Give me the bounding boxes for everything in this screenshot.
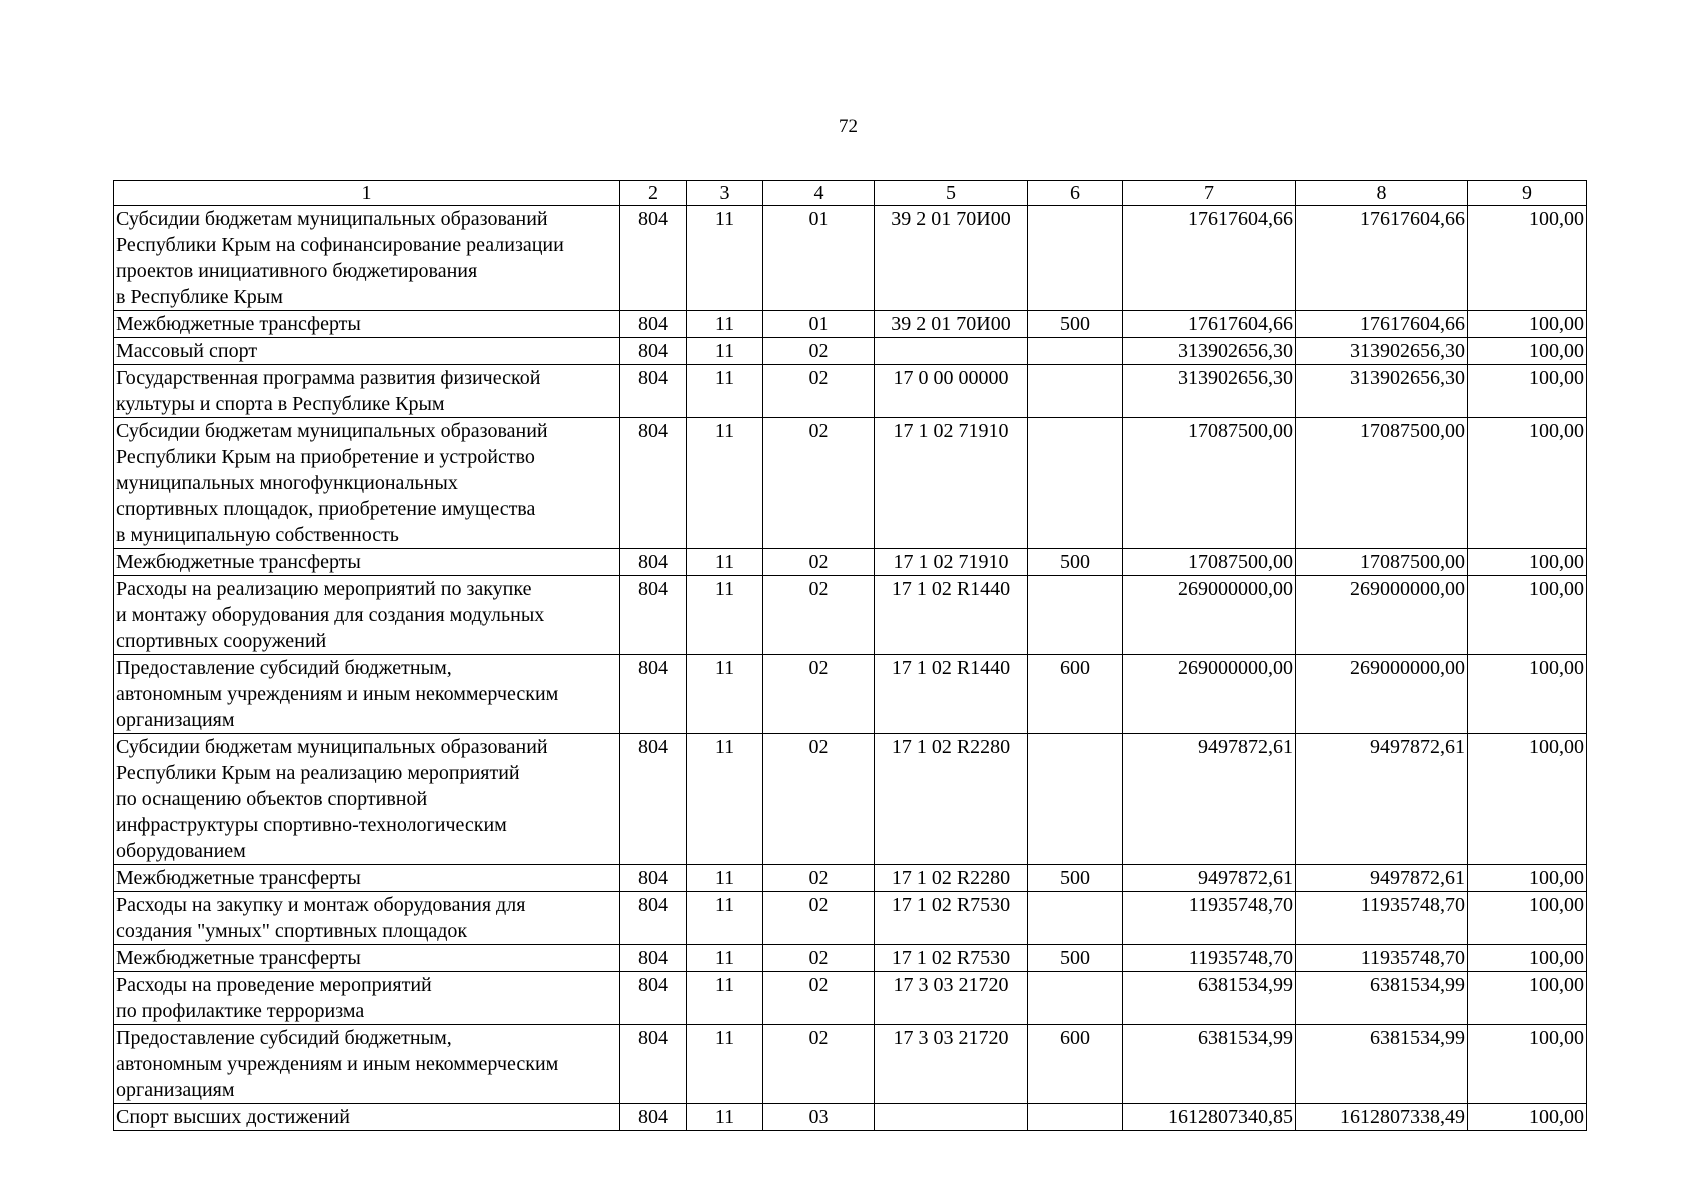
table-row [114,206,1587,311]
row-code-6 [1028,206,1123,311]
row-percent: 100,00 [1468,311,1587,338]
row-percent: 100,00 [1468,338,1587,365]
row-code-6 [1028,734,1123,865]
row-code-3: 11 [687,418,763,549]
row-percent: 100,00 [1468,655,1587,734]
row-code-4: 02 [763,892,875,945]
row-code-4: 02 [763,865,875,892]
row-code-5: 17 1 02 R2280 [875,865,1028,892]
table-row [114,365,1587,418]
row-percent: 100,00 [1468,206,1587,311]
row-percent: 100,00 [1468,549,1587,576]
row-code-3: 11 [687,206,763,311]
row-code-5: 39 2 01 70И00 [875,311,1028,338]
row-code-5: 17 1 02 R1440 [875,655,1028,734]
row-code-3: 11 [687,865,763,892]
row-code-2: 804 [620,338,687,365]
row-name: Межбюджетные трансферты [114,945,620,972]
row-code-3: 11 [687,972,763,1025]
row-code-4: 02 [763,734,875,865]
row-percent: 100,00 [1468,945,1587,972]
row-code-3: 11 [687,338,763,365]
row-amount-7: 6381534,99 [1123,972,1296,1025]
row-code-2: 804 [620,1025,687,1104]
header-row [114,181,1587,206]
row-name: Субсидии бюджетам муниципальных образований Республики Крым на реализацию мероприятий по оснащению объектов спортивной инфраструктуры спортивно-технологическим оборудованием [114,734,620,865]
row-code-4: 02 [763,945,875,972]
column-header: 2 [620,181,687,206]
column-header: 5 [875,181,1028,206]
table-row [114,1025,1587,1104]
row-code-4: 02 [763,549,875,576]
row-code-5: 17 1 02 71910 [875,549,1028,576]
row-amount-8: 17617604,66 [1296,206,1468,311]
row-code-4: 02 [763,972,875,1025]
row-amount-7: 269000000,00 [1123,655,1296,734]
row-code-4: 02 [763,338,875,365]
table-row [114,865,1587,892]
row-code-5 [875,338,1028,365]
table-row [114,549,1587,576]
column-header: 4 [763,181,875,206]
row-code-4: 02 [763,576,875,655]
column-header: 9 [1468,181,1587,206]
row-code-5: 17 1 02 71910 [875,418,1028,549]
column-header: 1 [114,181,620,206]
row-code-6: 500 [1028,865,1123,892]
row-code-4: 01 [763,311,875,338]
row-amount-8: 11935748,70 [1296,945,1468,972]
row-amount-8: 6381534,99 [1296,1025,1468,1104]
row-code-6 [1028,972,1123,1025]
row-percent: 100,00 [1468,1104,1587,1131]
row-amount-8: 269000000,00 [1296,576,1468,655]
row-amount-7: 17617604,66 [1123,311,1296,338]
row-amount-8: 313902656,30 [1296,365,1468,418]
column-header: 8 [1296,181,1468,206]
row-amount-7: 17087500,00 [1123,549,1296,576]
row-code-5 [875,1104,1028,1131]
row-code-2: 804 [620,734,687,865]
row-percent: 100,00 [1468,865,1587,892]
row-amount-8: 9497872,61 [1296,865,1468,892]
row-code-2: 804 [620,549,687,576]
row-name: Межбюджетные трансферты [114,865,620,892]
row-code-3: 11 [687,1104,763,1131]
row-percent: 100,00 [1468,576,1587,655]
row-code-2: 804 [620,365,687,418]
row-code-4: 02 [763,365,875,418]
row-code-4: 02 [763,655,875,734]
table-row [114,576,1587,655]
row-amount-8: 313902656,30 [1296,338,1468,365]
row-code-2: 804 [620,418,687,549]
row-code-6: 500 [1028,549,1123,576]
row-amount-7: 17087500,00 [1123,418,1296,549]
row-code-2: 804 [620,945,687,972]
row-code-6: 500 [1028,945,1123,972]
row-amount-7: 313902656,30 [1123,338,1296,365]
row-amount-7: 9497872,61 [1123,865,1296,892]
row-code-3: 11 [687,311,763,338]
page-number: 72 [839,116,858,137]
row-amount-7: 313902656,30 [1123,365,1296,418]
table-row [114,338,1587,365]
row-code-2: 804 [620,311,687,338]
row-amount-8: 11935748,70 [1296,892,1468,945]
row-code-2: 804 [620,576,687,655]
row-name: Массовый спорт [114,338,620,365]
table-row [114,945,1587,972]
row-code-2: 804 [620,1104,687,1131]
row-percent: 100,00 [1468,734,1587,865]
row-name: Межбюджетные трансферты [114,311,620,338]
row-code-3: 11 [687,655,763,734]
row-name: Субсидии бюджетам муниципальных образований Республики Крым на приобретение и устройство муниципальных многофункциональных спортивных площадок, приобретение имущества в муниципальную собственность [114,418,620,549]
row-code-5: 17 1 02 R2280 [875,734,1028,865]
row-name: Межбюджетные трансферты [114,549,620,576]
row-code-6: 500 [1028,311,1123,338]
row-code-3: 11 [687,945,763,972]
row-code-6 [1028,338,1123,365]
row-code-5: 17 1 02 R7530 [875,945,1028,972]
row-code-6 [1028,418,1123,549]
row-code-5: 17 0 00 00000 [875,365,1028,418]
row-code-5: 17 1 02 R7530 [875,892,1028,945]
row-code-6 [1028,1104,1123,1131]
row-name: Государственная программа развития физической культуры и спорта в Республике Крым [114,365,620,418]
row-percent: 100,00 [1468,418,1587,549]
row-percent: 100,00 [1468,972,1587,1025]
row-amount-8: 6381534,99 [1296,972,1468,1025]
row-amount-8: 17087500,00 [1296,418,1468,549]
row-amount-8: 9497872,61 [1296,734,1468,865]
row-amount-7: 17617604,66 [1123,206,1296,311]
row-code-6: 600 [1028,655,1123,734]
column-header: 6 [1028,181,1123,206]
row-name: Расходы на закупку и монтаж оборудования для создания "умных" спортивных площадок [114,892,620,945]
row-name: Предоставление субсидий бюджетным, автономным учреждениям и иным некоммерческим организациям [114,1025,620,1104]
row-amount-7: 6381534,99 [1123,1025,1296,1104]
row-amount-7: 11935748,70 [1123,945,1296,972]
row-code-4: 02 [763,1025,875,1104]
row-code-3: 11 [687,549,763,576]
row-code-5: 17 3 03 21720 [875,972,1028,1025]
row-amount-8: 17617604,66 [1296,311,1468,338]
row-percent: 100,00 [1468,1025,1587,1104]
row-amount-8: 17087500,00 [1296,549,1468,576]
row-code-6: 600 [1028,1025,1123,1104]
row-name: Предоставление субсидий бюджетным, автономным учреждениям и иным некоммерческим организациям [114,655,620,734]
row-code-2: 804 [620,206,687,311]
row-amount-8: 1612807338,49 [1296,1104,1468,1131]
row-code-5: 17 1 02 R1440 [875,576,1028,655]
table-row [114,1104,1587,1131]
row-code-4: 01 [763,206,875,311]
table-row [114,892,1587,945]
row-code-4: 02 [763,418,875,549]
row-name: Расходы на проведение мероприятий по профилактике терроризма [114,972,620,1025]
table-row [114,418,1587,549]
row-code-3: 11 [687,1025,763,1104]
table-row [114,311,1587,338]
row-code-5: 17 3 03 21720 [875,1025,1028,1104]
table-row [114,655,1587,734]
row-code-6 [1028,892,1123,945]
row-code-3: 11 [687,734,763,865]
row-code-6 [1028,365,1123,418]
row-name: Спорт высших достижений [114,1104,620,1131]
row-code-3: 11 [687,365,763,418]
column-header: 3 [687,181,763,206]
row-code-5: 39 2 01 70И00 [875,206,1028,311]
row-code-4: 03 [763,1104,875,1131]
table-row [114,734,1587,865]
row-percent: 100,00 [1468,892,1587,945]
row-name: Субсидии бюджетам муниципальных образований Республики Крым на софинансирование реализации проектов инициативного бюджетирования в Республике Крым [114,206,620,311]
column-header: 7 [1123,181,1296,206]
row-amount-7: 269000000,00 [1123,576,1296,655]
row-percent: 100,00 [1468,365,1587,418]
row-code-2: 804 [620,865,687,892]
row-code-2: 804 [620,655,687,734]
row-code-3: 11 [687,576,763,655]
row-name: Расходы на реализацию мероприятий по закупке и монтажу оборудования для создания модульных спортивных сооружений [114,576,620,655]
budget-table [113,180,1587,1131]
row-code-2: 804 [620,892,687,945]
row-amount-8: 269000000,00 [1296,655,1468,734]
row-amount-7: 11935748,70 [1123,892,1296,945]
row-code-6 [1028,576,1123,655]
row-code-3: 11 [687,892,763,945]
row-amount-7: 1612807340,85 [1123,1104,1296,1131]
row-code-2: 804 [620,972,687,1025]
table-row [114,972,1587,1025]
row-amount-7: 9497872,61 [1123,734,1296,865]
